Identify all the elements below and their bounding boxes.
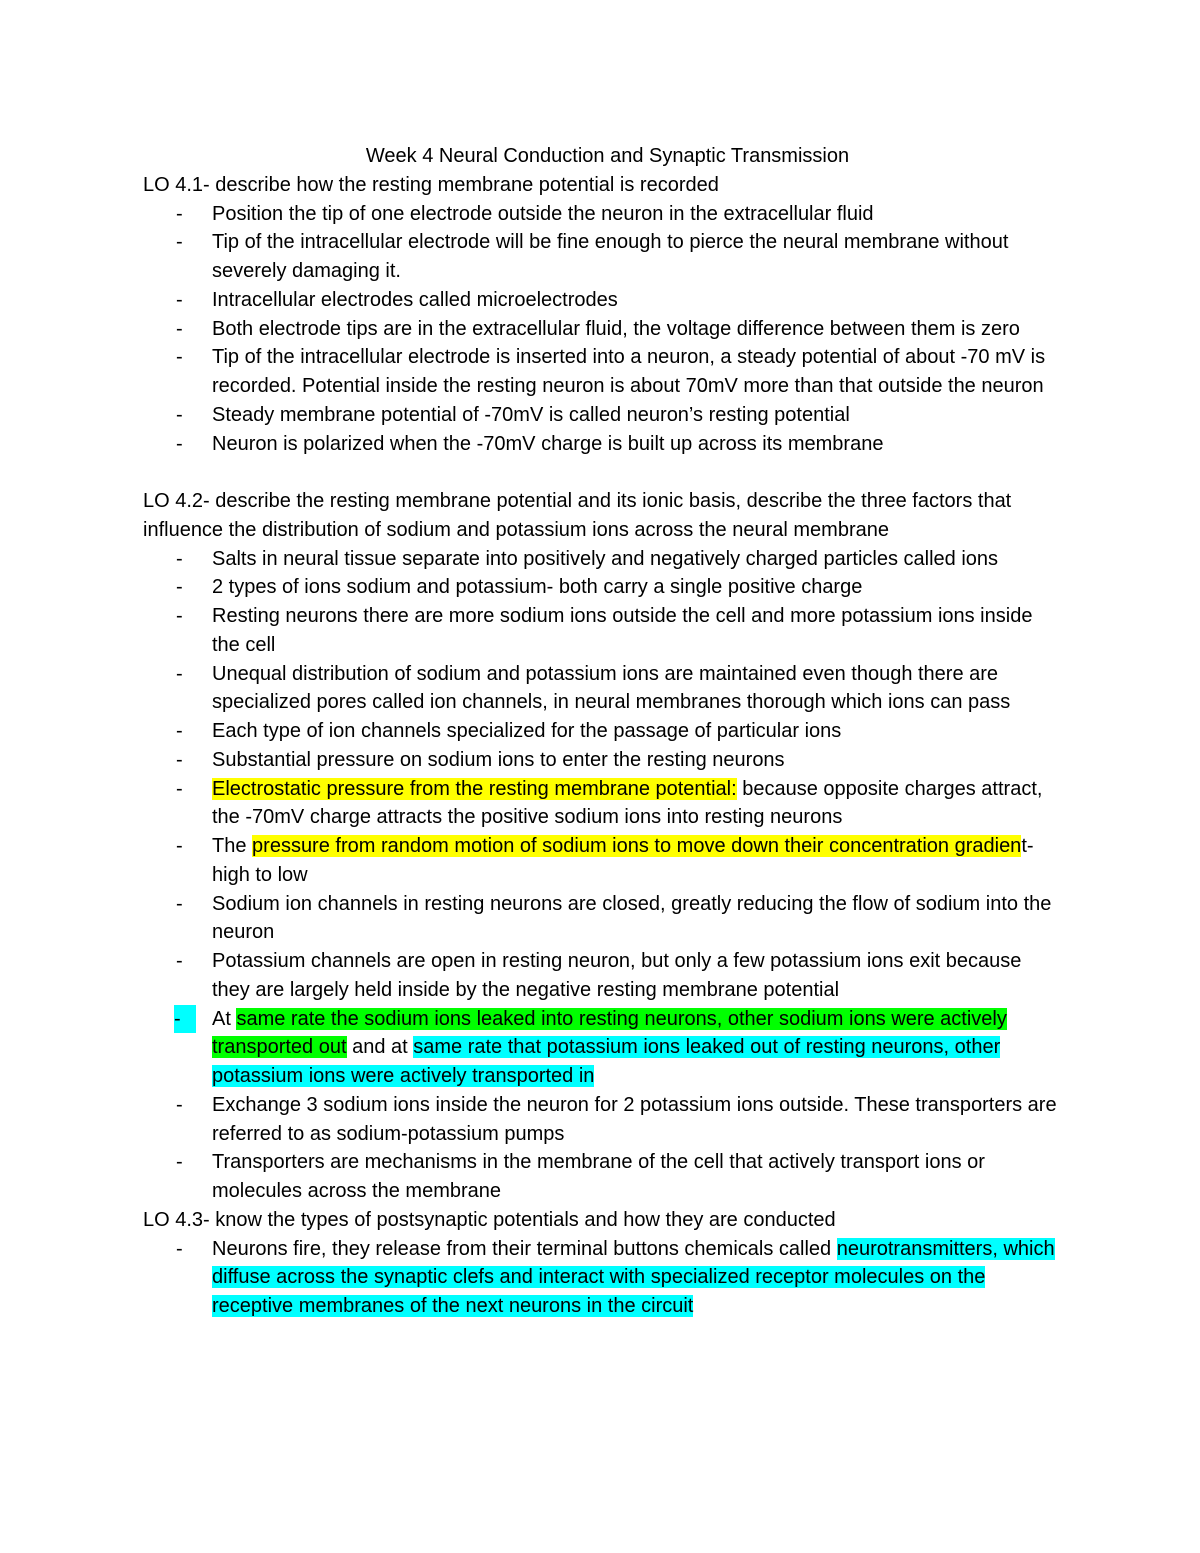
dash-bullet: - (176, 403, 183, 426)
dash-bullet: - (176, 432, 183, 455)
list-item: - Salts in neural tissue separate into positively and negatively charged particles called ions (212, 545, 1060, 574)
dash-bullet: - (176, 231, 183, 254)
lo-4-1-heading: LO 4.1- describe how the resting membrane potential is recorded (143, 173, 719, 196)
list-item: - Neuron is polarized when the -70mV charge is built up across its membrane (212, 430, 1060, 459)
list-item: - Substantial pressure on sodium ions to enter the resting neurons (212, 746, 1060, 775)
list-item: - Position the tip of one electrode outside the neuron in the extracellular fluid (212, 200, 1060, 229)
list-item: - Each type of ion channels specialized for the passage of particular ions (212, 717, 1060, 746)
document-title: Week 4 Neural Conduction and Synaptic Transmission (365, 145, 850, 167)
blank-line (143, 458, 1060, 487)
dash-bullet: - (176, 346, 183, 369)
dash-bullet: - (174, 1005, 196, 1034)
dash-bullet: - (176, 1093, 183, 1116)
dash-bullet: - (176, 547, 183, 570)
list-item: - Transporters are mechanisms in the membrane of the cell that actively transport ions or molecules across the membrane (212, 1148, 1060, 1206)
list-item: - Steady membrane potential of -70mV is called neuron’s resting potential (212, 401, 1060, 430)
list-item-electrostatic: - Electrostatic pressure from the resting membrane potential: because opposite charges attract, the -70mV charge attracts the positive sodium ions into resting neurons (212, 775, 1060, 833)
cyan-highlight: neurotransmitters, which diffuse across the synaptic clefs and interact with specialized receptor molecules on the receptive membranes of the next neurons in the circuit (212, 1237, 1055, 1317)
list-item: - Both electrode tips are in the extracellular fluid, the voltage difference between them is zero (212, 315, 1060, 344)
list-item: - Tip of the intracellular electrode is inserted into a neuron, a steady potential of about -70 mV is recorded. Potential inside the resting neuron is about 70mV more than that outside the neuron (212, 343, 1060, 401)
dash-bullet: - (176, 950, 183, 972)
lo-4-3-list (143, 1235, 1060, 1321)
yellow-highlight: pressure from random motion of sodium ions to move down their concentration gradien (252, 835, 1022, 857)
dash-bullet: - (176, 317, 183, 340)
lo-4-1-list (143, 200, 1060, 459)
list-item: - Potassium channels are open in resting neuron, but only a few potassium ions exit because they are largely held inside by the negative resting membrane potential (212, 947, 1060, 1005)
cyan-highlight: same rate that potassium ions leaked out of resting neurons, other potassium ions were actively transported in (212, 1036, 1001, 1087)
list-item: - 2 types of ions sodium and potassium- both carry a single positive charge (212, 573, 1060, 602)
list-item-rate: - At same rate the sodium ions leaked into resting neurons, other sodium ions were actively transported out and at same rate that potassium ions leaked out of resting neurons, other potassium ions were actively transported in (212, 1005, 1060, 1091)
yellow-highlight: Electrostatic pressure from the resting membrane potential: (212, 777, 737, 800)
list-item-neurons-fire: - Neurons fire, they release from their terminal buttons chemicals called neurotransmitters, which diffuse across the synaptic clefs and interact with specialized receptor molecules on the receptive membranes of the next neurons in the circuit (212, 1235, 1060, 1321)
dash-bullet: - (176, 288, 183, 311)
dash-bullet: - (176, 605, 183, 627)
list-item: - Sodium ion channels in resting neurons are closed, greatly reducing the flow of sodium into the neuron (212, 890, 1060, 948)
green-highlight: same rate the sodium ions leaked into resting neurons, other sodium ions were actively transported out (212, 1007, 1007, 1059)
lo-4-2-list (143, 545, 1060, 1206)
list-item: - Exchange 3 sodium ions inside the neuron for 2 potassium ions outside. These transporters are referred to as sodium-potassium pumps (212, 1091, 1060, 1149)
dash-bullet: - (176, 576, 183, 599)
list-item: - Unequal distribution of sodium and potassium ions are maintained even though there are specialized pores called ion channels, in neural membranes thorough which ions can pass (212, 660, 1060, 718)
list-item-random-motion: - The pressure from random motion of sodium ions to move down their concentration gradient- high to low (212, 832, 1060, 890)
dash-bullet: - (176, 720, 183, 742)
lo-4-3-heading: LO 4.3- know the types of postsynaptic potentials and how they are conducted (143, 1208, 836, 1231)
dash-bullet: - (176, 662, 183, 685)
dash-bullet: - (176, 1237, 183, 1260)
list-item: - Intracellular electrodes called microelectrodes (212, 286, 1060, 315)
list-item: - Tip of the intracellular electrode will be fine enough to pierce the neural membrane without severely damaging it. (212, 228, 1060, 286)
dash-bullet: - (176, 892, 183, 915)
dash-bullet: - (176, 748, 183, 771)
dash-bullet: - (176, 835, 183, 857)
lo-4-2-heading: LO 4.2- describe the resting membrane potential and its ionic basis, describe the three factors that influence the distribution of sodium and potassium ions across the neural membrane (143, 490, 1012, 541)
dash-bullet: - (176, 202, 183, 225)
dash-bullet: - (176, 1151, 183, 1174)
list-item: - Resting neurons there are more sodium ions outside the cell and more potassium ions inside the cell (212, 602, 1060, 660)
dash-bullet: - (176, 777, 183, 800)
